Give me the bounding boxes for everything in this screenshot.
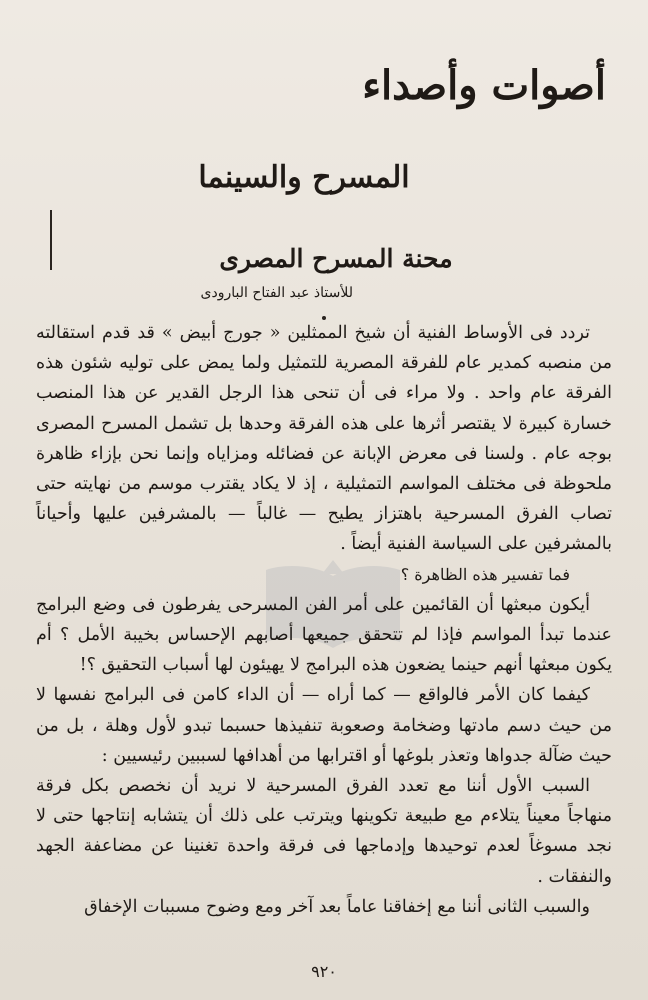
page-number: ٩٢٠ — [311, 962, 337, 981]
subsection-title: المسرح والسينما — [198, 160, 410, 195]
section-header: أصوات وأصداء — [362, 62, 606, 109]
paragraph: السبب الأول أننا مع تعدد الفرق المسرحية لا نريد أن نخصص بكل فرقة منهاجاً معيناً يتلاءم مع طبيعة تكوينها ويترتب على ذلك أن يتشابه إنتاجها حتى لا نجد مسوغاً لعدم توحيدها وإدماجها فى فرقة واحدة تغنينا عن مضاعفة الجهد والنفقات . — [36, 776, 612, 887]
paragraph: تردد فى الأوساط الفنية أن شيخ الممثلين « جورج أبيض » قد قدم استقالته من منصبه كمدير عام للفرقة المصرية للتمثيل ولما يمض على توليه شئون هذه الفرقة عام واحد . ولا مراء فى أن تنحى هذا الرجل القدير عن هذا المنصب خسارة كبيرة لا يقتصر أثرها على هذه الفرقة وحدها بل تشمل المسرح المصرى بوجه عام . ولسنا فى معرض الإبانة عن فضائله ومزاياه وإنما نحن بإزاء ظاهرة ملحوظة فى مختلف المواسم التمثيلية ، إذ لا يكاد يقترب موسم من نهايته حتى تصاب الفرق المسرحية باهتزاز يطيح — غالباً — بالمشرفين عليها وأحياناً بالمشرفين على السياسة الفنية أيضاً . — [36, 323, 612, 555]
paragraph: كيفما كان الأمر فالواقع — كما أراه — أن الداء كامن فى البرامج نفسها لا من حيث دسم مادتها وضخامة وصعوبة تنفيذها حسبما تبدو لأول وهلة ، بل من حيث ضآلة جدواها وتعذر بلوغها أو اقترابها من أهدافها لسببين رئيسيين : — [36, 685, 612, 766]
article-byline: للأستاذ عبد الفتاح البارودى — [200, 285, 353, 301]
paragraph: أيكون مبعثها أن القائمين على أمر الفن المسرحى يفرطون فى وضع البرامج عندما تبدأ المواسم فإذا لم تتحقق جميعها أصابهم الإحساس بخيبة الأمل ؟ أم يكون مبعثها أنهم حينما يضعون هذه البرامج لا يهيئون لها أسباب التحقيق ؟! — [36, 594, 612, 676]
article-body — [36, 318, 612, 922]
paragraph: والسبب الثانى أننا مع إخفاقنا عاماً بعد آخر ومع وضوح مسببات الإخفاق — [84, 896, 590, 917]
paragraph: فما تفسير هذه الظاهرة ؟ — [400, 564, 570, 584]
article-title: محنة المسرح المصرى — [219, 244, 453, 273]
